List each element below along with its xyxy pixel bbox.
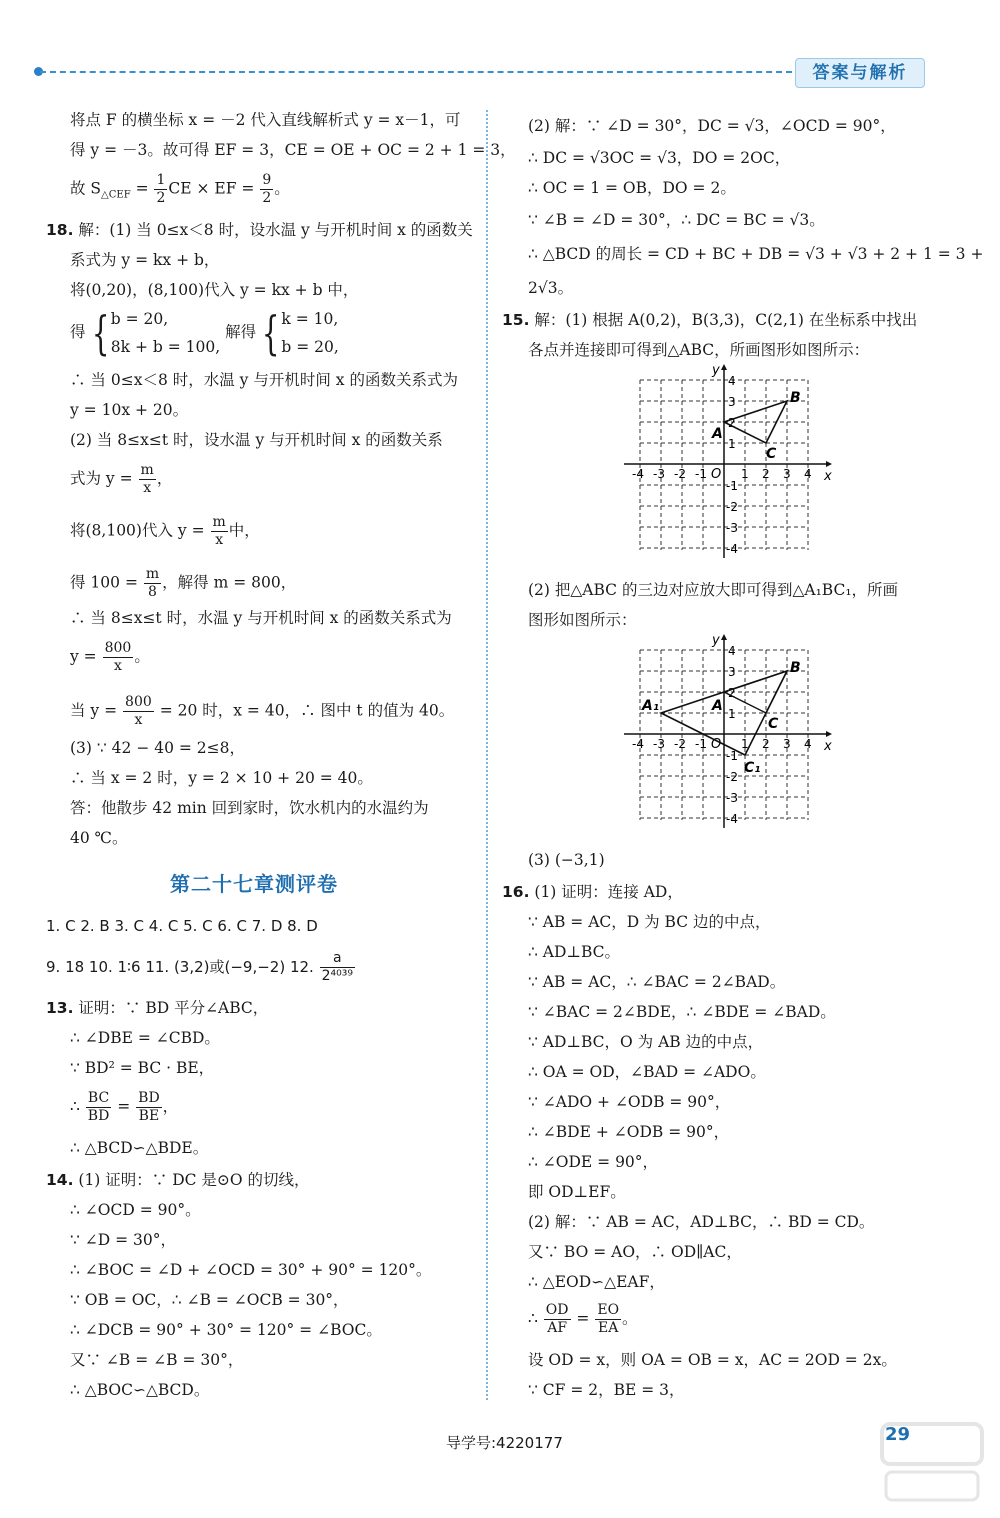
fraction-line	[528, 1302, 638, 1337]
text: 9. 18 10. 1∶6 11. (3,2)或(−9,−2) 12.	[46, 958, 319, 976]
question-13-line	[46, 996, 268, 1020]
point-label-a: A	[712, 698, 723, 714]
text-line: ∴ △BCD 的周长 = CD + BC + DB = √3 + √3 + 2 + 1 = 3 +	[528, 245, 984, 263]
fraction	[260, 172, 273, 207]
equation-system	[111, 305, 220, 361]
text: 解：(1) 根据 A(0,2)，B(3,3)，C(2,1) 在坐标系中找出	[529, 311, 918, 329]
text-line: (3) (−3,1)	[528, 851, 605, 869]
x-axis-label: x	[824, 469, 832, 484]
text-line: ∴ AD⊥BC。	[528, 943, 621, 961]
numerator: EO	[597, 1302, 620, 1318]
question-18-line	[46, 218, 473, 242]
fraction	[544, 1302, 571, 1337]
denominator: 8	[148, 584, 157, 600]
text-line: ∵ OB = OC，∴ ∠B = ∠OCB = 30°，	[70, 1291, 349, 1309]
y-tick: 2	[728, 686, 736, 700]
point-label-c: C	[766, 446, 777, 462]
text-line: 即 OD⊥EF。	[528, 1183, 626, 1201]
text: =	[130, 179, 154, 198]
x-tick: -4	[632, 467, 644, 481]
text-line: ∴ △EOD∽△EAF，	[528, 1273, 665, 1291]
denominator: 2⁴⁰³⁹	[321, 968, 353, 984]
equation: b = 20,	[110, 310, 169, 328]
subscript: △CEF	[101, 189, 131, 201]
text: =	[112, 1097, 136, 1116]
watermark-logo-icon	[880, 1420, 985, 1505]
text: = 20 时，x = 40，∴ 图中 t 的值为 40。	[154, 701, 455, 720]
question-number: 14.	[46, 1171, 74, 1189]
text-line: ∵ ∠B = ∠D = 30°，∴ DC = BC = √3。	[528, 211, 825, 229]
text-line: y = 10x + 20。	[70, 401, 189, 419]
equation: b = 20,	[281, 338, 339, 356]
numerator: BC	[86, 1090, 112, 1108]
numerator: 9	[262, 172, 272, 188]
x-tick: -3	[653, 737, 665, 751]
question-15-line	[502, 308, 917, 332]
text: ，	[162, 1097, 179, 1116]
x-tick: 4	[804, 467, 812, 481]
text-line: ∴ ∠ODE = 90°，	[528, 1153, 659, 1171]
denominator: x	[215, 532, 224, 548]
fraction	[136, 1090, 162, 1125]
header-dotted-rule	[40, 71, 792, 73]
text-line: ∴ ∠BDE + ∠ODB = 90°，	[528, 1123, 730, 1141]
text-line: 设 OD = x，则 OA = OB = x，AC = 2OD = 2x。	[528, 1351, 897, 1369]
x-tick: -1	[695, 467, 707, 481]
coordinate-graph-1	[620, 362, 835, 562]
text-line: (3) ∵ 42 − 40 = 2≤8，	[70, 739, 246, 757]
equation-system	[281, 305, 338, 361]
text-line: ∴ △BCD∽△BDE。	[70, 1139, 209, 1157]
x-tick-labels	[632, 467, 812, 481]
denominator: BD	[87, 1108, 110, 1124]
text-line: 答：他散步 42 min 回到家时，饮水机内的水温约为	[70, 799, 429, 817]
text: 当 y =	[70, 701, 123, 720]
text-line: (2) 当 8≤x≤t 时，设水温 y 与开机时间 x 的函数关系	[70, 431, 443, 449]
text-line: ∴ OC = 1 = OB，DO = 2。	[528, 179, 736, 197]
fraction	[154, 172, 167, 207]
area-formula-line	[70, 172, 290, 208]
guide-number: 导学号:4220177	[446, 1434, 563, 1452]
text-line: (2) 解：∵ AB = AC，AD⊥BC，∴ BD = CD。	[528, 1213, 875, 1231]
text: (1) 证明：连接 AD，	[529, 883, 683, 901]
origin-label: O	[711, 737, 722, 752]
denominator: AF	[547, 1320, 568, 1336]
fraction-line	[70, 462, 172, 497]
y-tick: -3	[726, 791, 738, 805]
multiple-choice-answers: 1. C 2. B 3. C 4. C 5. C 6. C 7. D 8. D	[46, 917, 318, 935]
text: ∴	[70, 1097, 85, 1116]
text-line: ∵ ∠D = 30°，	[70, 1231, 177, 1249]
brace: {	[91, 306, 109, 360]
fraction-line	[70, 566, 296, 601]
numerator: m	[140, 462, 154, 478]
x-axis-label: x	[824, 739, 832, 754]
y-axis-label: y	[712, 633, 720, 648]
question-number: 18.	[46, 221, 74, 239]
text: 故 S	[70, 179, 102, 198]
text-line: ∴ ∠DCB = 90° + 30° = 120° = ∠BOC。	[70, 1321, 382, 1339]
text: 式为 y =	[70, 469, 138, 488]
text-line: (2) 解：∵ ∠D = 30°，DC = √3，∠OCD = 90°，	[528, 117, 896, 135]
text: 解：(1) 当 0≤x＜8 时，设水温 y 与开机时间 x 的函数关	[73, 221, 473, 239]
text-line: ∴ 当 x = 2 时，y = 2 × 10 + 20 = 40。	[70, 769, 373, 787]
numerator: a	[320, 950, 355, 968]
text-line: ∵ BD² = BC · BE，	[70, 1059, 215, 1077]
text: 。	[622, 1309, 638, 1328]
origin-label: O	[711, 467, 722, 482]
text-line: 各点并连接即可得到△ABC，所画图形如图所示：	[528, 341, 870, 359]
denominator: x	[143, 480, 152, 496]
y-tick-labels	[726, 644, 738, 826]
x-tick: 1	[741, 737, 749, 751]
coordinate-graph-2	[620, 632, 835, 832]
numerator: 800	[125, 694, 152, 710]
text: =	[571, 1309, 595, 1328]
text-line: ∴ OA = OD，∠BAD = ∠ADO。	[528, 1063, 766, 1081]
y-axis-label: y	[712, 363, 720, 378]
header-section-tab: 答案与解析	[795, 58, 925, 88]
text-line: ∴ ∠DBE = ∠CBD。	[70, 1029, 220, 1047]
x-tick: 4	[804, 737, 812, 751]
question-number: 13.	[46, 999, 74, 1017]
y-tick: 1	[728, 437, 736, 451]
text: (1) 证明：∵ DC 是⊙O 的切线，	[73, 1171, 310, 1189]
y-tick: 3	[728, 395, 736, 409]
text: 。	[134, 647, 150, 666]
x-tick: -2	[674, 737, 686, 751]
fraction-line	[70, 1090, 178, 1125]
text-line: 将点 F 的横坐标 x = －2 代入直线解析式 y = x－1，可	[70, 111, 461, 129]
y-axis-arrow-icon	[721, 364, 727, 370]
point-label-c1: C₁	[744, 760, 761, 776]
text-line: ∵ ∠ADO + ∠ODB = 90°，	[528, 1093, 731, 1111]
y-tick: 4	[728, 374, 736, 388]
fraction	[86, 1090, 112, 1125]
y-tick: -2	[726, 770, 738, 784]
point-label-b: B	[790, 390, 801, 406]
point-label-b: B	[790, 660, 801, 676]
numerator: OD	[545, 1302, 569, 1318]
equation: k = 10,	[281, 310, 339, 328]
denominator: EA	[598, 1320, 619, 1336]
denominator: x	[114, 658, 122, 674]
text-line: 又∵ ∠B = ∠B = 30°，	[70, 1351, 244, 1369]
x-tick: -2	[674, 467, 686, 481]
text-line: (2) 把△ABC 的三边对应放大即可得到△A₁BC₁，所画	[528, 581, 899, 599]
question-number: 15.	[502, 311, 530, 329]
text: ∴	[528, 1309, 543, 1328]
text-line: ∴ 当 0≤x＜8 时，水温 y 与开机时间 x 的函数关系式为	[70, 371, 458, 389]
page-header	[0, 0, 1000, 100]
y-tick: -4	[726, 542, 738, 556]
text: 中，	[228, 521, 260, 540]
text-line: 2√3。	[528, 279, 574, 297]
text-line: 40 ℃。	[70, 829, 128, 847]
text-line: ∵ ∠BAC = 2∠BDE，∴ ∠BDE = ∠BAD。	[528, 1003, 836, 1021]
y-tick: 1	[728, 707, 736, 721]
text: ，	[156, 469, 173, 488]
point-label-a1: A₁	[642, 698, 659, 714]
point-label-c: C	[768, 716, 779, 732]
column-divider	[486, 110, 488, 1400]
question-16-line	[502, 880, 683, 904]
numerator: BD	[138, 1090, 160, 1106]
text-line: 图形如图所示：	[528, 611, 637, 629]
denominator: 2	[262, 190, 272, 206]
text: 将(8,100)代入 y =	[70, 521, 210, 540]
x-tick: 2	[762, 467, 770, 481]
text-line: ∵ AB = AC，D 为 BC 边的中点，	[528, 913, 771, 931]
numerator: m	[145, 566, 160, 582]
fraction	[123, 694, 154, 729]
text-line: ∴ △BOC∽△BCD。	[70, 1381, 210, 1399]
equation-system-line	[70, 304, 339, 361]
brace: {	[261, 306, 280, 360]
x-tick: 2	[762, 737, 770, 751]
y-axis-arrow-icon	[721, 634, 727, 640]
fraction	[144, 566, 161, 601]
text: 解得	[220, 323, 257, 341]
text-line: 得 y = －3。故可得 EF = 3，CE = OE + OC = 2 + 1 = 3，	[70, 141, 516, 159]
text: y =	[70, 647, 102, 666]
text-line: ∴ ∠BOC = ∠D + ∠OCD = 30° + 90° = 120°。	[70, 1261, 432, 1279]
x-tick: -1	[695, 737, 707, 751]
x-tick: 3	[783, 467, 791, 481]
text-line: ∵ CF = 2，BE = 3，	[528, 1381, 685, 1399]
x-tick: 1	[741, 467, 749, 481]
x-axis-arrow-icon	[826, 461, 832, 467]
y-tick: 4	[728, 644, 736, 658]
y-tick: 3	[728, 665, 736, 679]
numerator: m	[212, 514, 226, 530]
text-line: 又∵ BO = AO，∴ OD∥AC，	[528, 1243, 742, 1261]
text-line: ∵ AD⊥BC，O 为 AB 边的中点，	[528, 1033, 764, 1051]
question-14-line	[46, 1168, 310, 1192]
page-number: 29	[885, 1424, 911, 1445]
fraction-line	[70, 640, 150, 675]
point-label-a: A	[712, 426, 723, 442]
text-line: ∴ ∠OCD = 90°。	[70, 1201, 201, 1219]
y-tick: -2	[726, 500, 738, 514]
denominator: x	[134, 712, 143, 728]
denominator: BE	[138, 1108, 160, 1124]
y-tick: -3	[726, 521, 738, 535]
y-tick-labels	[726, 374, 738, 556]
text-line: ∴ 当 8≤x≤t 时，水温 y 与开机时间 x 的函数关系式为	[70, 609, 452, 627]
text-line: ∵ AB = AC，∴ ∠BAC = 2∠BAD。	[528, 973, 786, 991]
numerator: 800	[104, 640, 132, 656]
x-tick: -4	[632, 737, 644, 751]
x-tick: 3	[783, 737, 791, 751]
equation: 8k + b = 100,	[110, 338, 221, 356]
denominator: 2	[156, 190, 166, 206]
y-tick: -1	[726, 749, 738, 763]
x-axis-arrow-icon	[826, 731, 832, 737]
text: 。	[274, 179, 290, 198]
fraction-line	[70, 694, 454, 729]
section-title: 第二十七章测评卷	[170, 872, 338, 896]
fill-in-answers	[46, 950, 356, 985]
text: ，解得 m = 800，	[162, 573, 297, 592]
text: 得	[70, 323, 86, 341]
y-tick: -4	[726, 812, 738, 826]
text: 得 100 =	[70, 573, 143, 592]
text: CE × EF =	[168, 179, 260, 198]
text-line: ∴ DC = √3OC = √3，DO = 2OC，	[528, 149, 791, 167]
y-tick: -1	[726, 479, 738, 493]
text: 证明：∵ BD 平分∠ABC，	[73, 999, 269, 1017]
x-tick: -3	[653, 467, 665, 481]
fraction	[139, 462, 156, 497]
text-line: 系式为 y = kx + b，	[70, 251, 220, 269]
fraction	[103, 640, 134, 675]
numerator: 1	[156, 172, 166, 188]
y-tick: 2	[728, 416, 736, 430]
fraction	[595, 1302, 621, 1337]
question-number: 16.	[502, 883, 530, 901]
fraction-line	[70, 514, 260, 549]
fraction	[211, 514, 228, 549]
fraction	[320, 950, 355, 985]
text-line: 将(0,20)，(8,100)代入 y = kx + b 中，	[70, 281, 359, 299]
